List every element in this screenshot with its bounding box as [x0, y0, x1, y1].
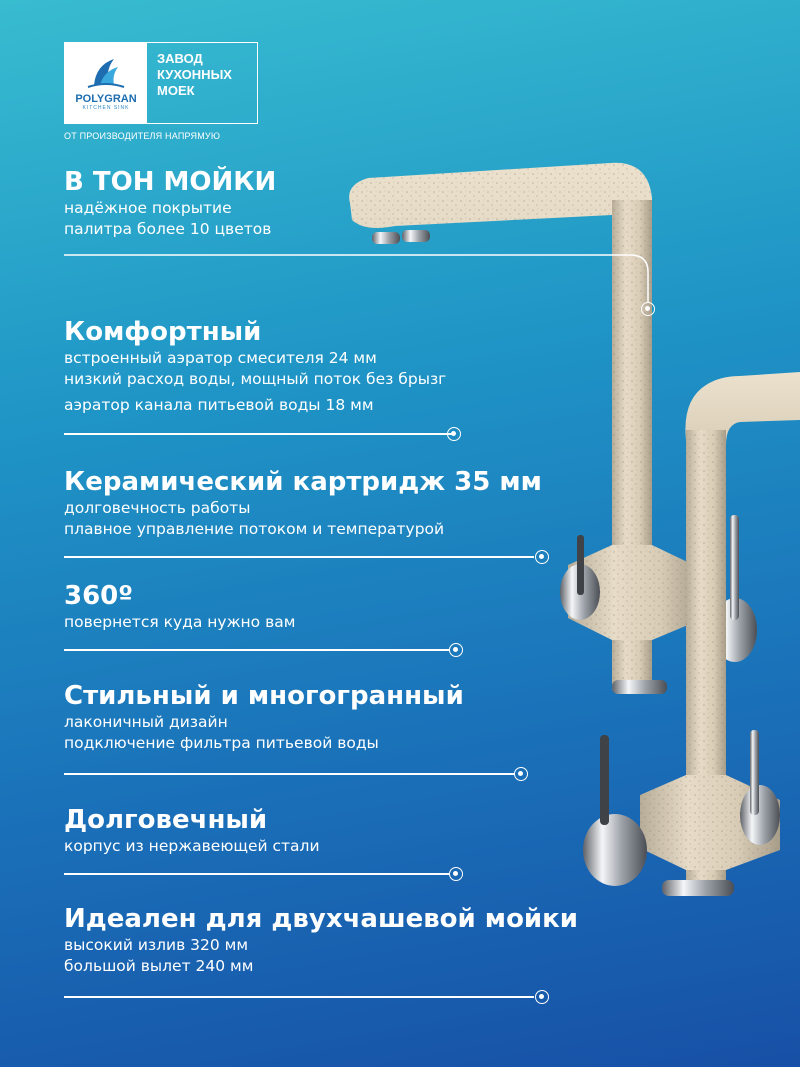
feature-comfort	[64, 316, 446, 416]
feature-line: лаконичный дизайн	[64, 713, 228, 731]
feature-line: долговечность работы	[64, 499, 251, 517]
brand-title-line: МОЕК	[157, 83, 195, 98]
callout-dot-icon	[449, 643, 463, 657]
callout-line	[64, 433, 454, 435]
callout-dot-icon	[535, 990, 549, 1004]
callout-line	[64, 873, 449, 875]
feature-line: большой вылет 240 мм	[64, 957, 254, 975]
callout-dot-icon	[449, 867, 463, 881]
feature-line: повернется куда нужно вам	[64, 613, 296, 631]
feature-line: палитра более 10 цветов	[64, 220, 272, 238]
feature-title: В ТОН МОЙКИ	[64, 167, 277, 197]
feature-title: Комфортный	[64, 317, 262, 347]
feature-double-sink	[64, 903, 578, 977]
feature-line: корпус из нержавеющей стали	[64, 837, 320, 855]
feature-title: Долговечный	[64, 805, 268, 835]
callout-connector	[0, 0, 800, 330]
brand-name: POLYGRAN	[75, 93, 137, 105]
feature-line: надёжное покрытие	[64, 199, 232, 217]
callout-dot-icon	[447, 427, 461, 441]
feature-title: Стильный и многогранный	[64, 681, 464, 711]
feature-line: подключение фильтра питьевой воды	[64, 734, 379, 752]
feature-line: плавное управление потоком и температурой	[64, 520, 445, 538]
brand-title-line: КУХОННЫХ	[157, 67, 232, 82]
callout-line	[64, 649, 449, 651]
feature-cartridge	[64, 466, 542, 540]
callout-dot-icon	[535, 550, 549, 564]
callout-line	[64, 996, 534, 998]
callout-dot-icon	[514, 767, 528, 781]
feature-rotation	[64, 580, 295, 633]
feature-durable	[64, 804, 320, 857]
brand-title-line: ЗАВОД	[157, 51, 203, 66]
callout-line	[64, 556, 534, 558]
feature-title: 360º	[64, 581, 133, 611]
callout-line	[64, 773, 514, 775]
feature-title: Керамический картридж 35 мм	[64, 467, 542, 497]
feature-line: высокий излив 320 мм	[64, 936, 249, 954]
feature-line: встроенный аэратор смесителя 24 мм	[64, 349, 377, 367]
feature-title: Идеален для двухчашевой мойки	[64, 904, 579, 934]
feature-line: аэратор канала питьевой воды 18 мм	[64, 396, 374, 414]
feature-line: низкий расход воды, мощный поток без брызг	[64, 370, 447, 388]
callout-dot-icon	[641, 302, 655, 316]
feature-design	[64, 680, 464, 754]
brand-tagline: ОТ ПРОИЗВОДИТЕЛЯ НАПРЯМУЮ	[64, 131, 221, 141]
brand-subtitle: KITCHEN SINK	[82, 105, 130, 111]
